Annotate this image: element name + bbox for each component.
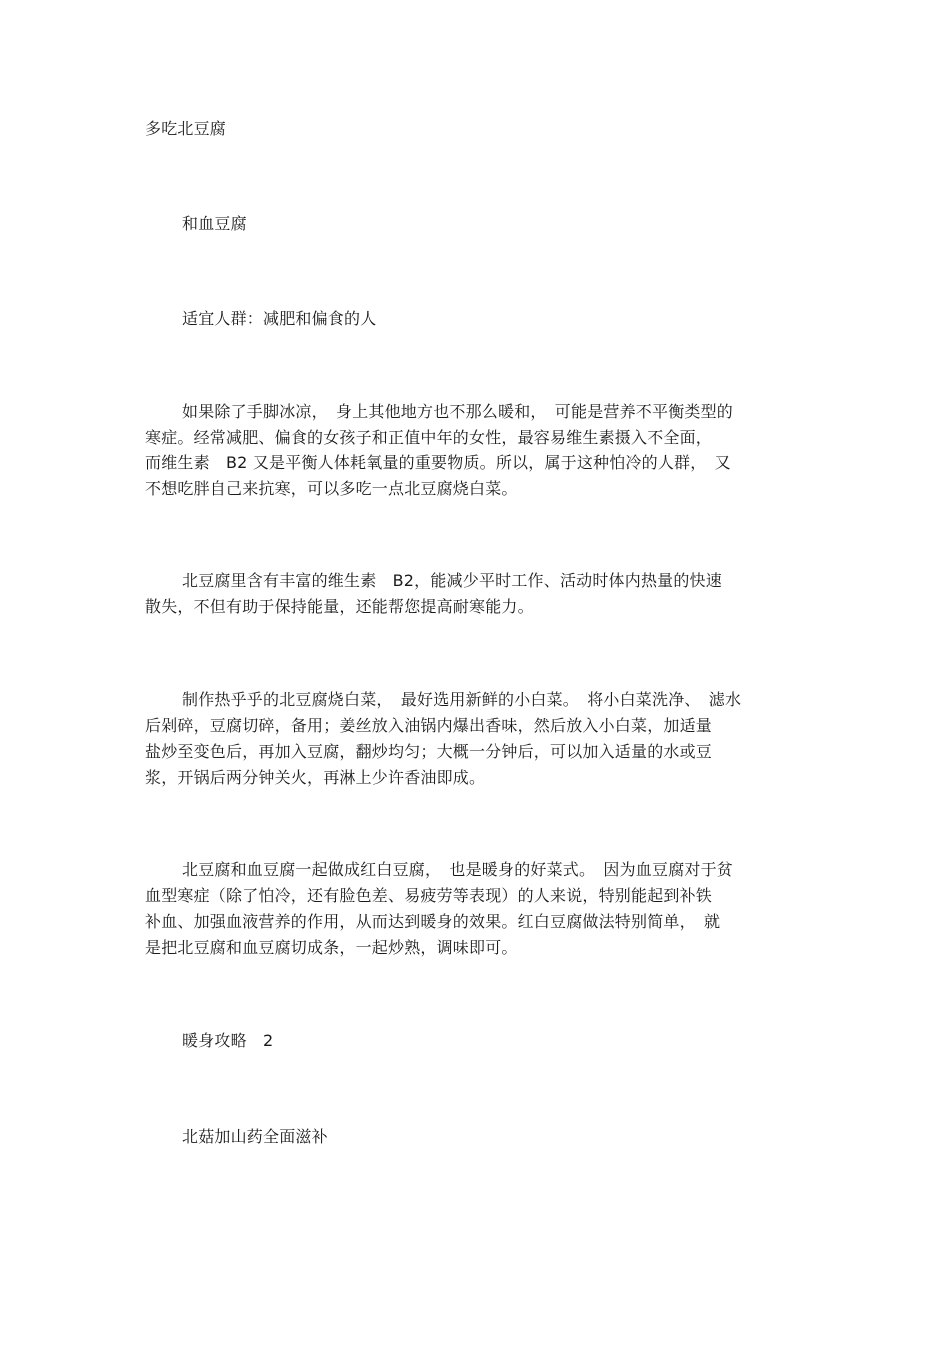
paragraph1-line3: 而维生素 B2 又是平衡人体耗氧量的重要物质。所以，属于这种怕冷的人群， 又 <box>145 453 731 472</box>
paragraph4-line3: 补血、加强血液营养的作用，从而达到暖身的效果。红白豆腐做法特别简单， 就 <box>145 912 721 931</box>
suitable-for-line: 适宜人群：减肥和偏食的人 <box>182 309 377 328</box>
paragraph2-line1: 北豆腐里含有丰富的维生素 B2，能减少平时工作、活动时体内热量的快速 <box>182 571 722 590</box>
heading-tofu: 多吃北豆腐 <box>145 119 227 138</box>
section-title: 暖身攻略 2 <box>182 1031 274 1050</box>
section-subtitle: 北菇加山药全面滋补 <box>182 1127 328 1146</box>
heading-blood-tofu: 和血豆腐 <box>182 214 247 233</box>
paragraph4-line2: 血型寒症（除了怕冷，还有脸色差、易疲劳等表现）的人来说，特别能起到补铁 <box>145 886 713 905</box>
paragraph3-line4: 浆，开锅后两分钟关火，再淋上少许香油即成。 <box>145 768 486 787</box>
paragraph4-line4: 是把北豆腐和血豆腐切成条，一起炒熟，调味即可。 <box>145 938 518 957</box>
paragraph3-line3: 盐炒至变色后，再加入豆腐，翻炒均匀；大概一分钟后，可以加入适量的水或豆 <box>145 742 713 761</box>
paragraph3-line2: 后剁碎，豆腐切碎，备用；姜丝放入油锅内爆出香味，然后放入小白菜，加适量 <box>145 716 713 735</box>
paragraph4-line1: 北豆腐和血豆腐一起做成红白豆腐， 也是暖身的好菜式。 因为血豆腐对于贫 <box>182 860 734 879</box>
paragraph3-line1: 制作热乎乎的北豆腐烧白菜， 最好选用新鲜的小白菜。 将小白菜洗净、 滤水 <box>182 690 742 709</box>
paragraph1-line4: 不想吃胖自己来抗寒，可以多吃一点北豆腐烧白菜。 <box>145 479 518 498</box>
paragraph1-line2: 寒症。经常减肥、偏食的女孩子和正值中年的女性，最容易维生素摄入不全面， <box>145 428 713 447</box>
paragraph2-line2: 散失，不但有助于保持能量，还能帮您提高耐寒能力。 <box>145 597 534 616</box>
paragraph1-line1: 如果除了手脚冰凉， 身上其他地方也不那么暖和， 可能是营养不平衡类型的 <box>182 402 734 421</box>
